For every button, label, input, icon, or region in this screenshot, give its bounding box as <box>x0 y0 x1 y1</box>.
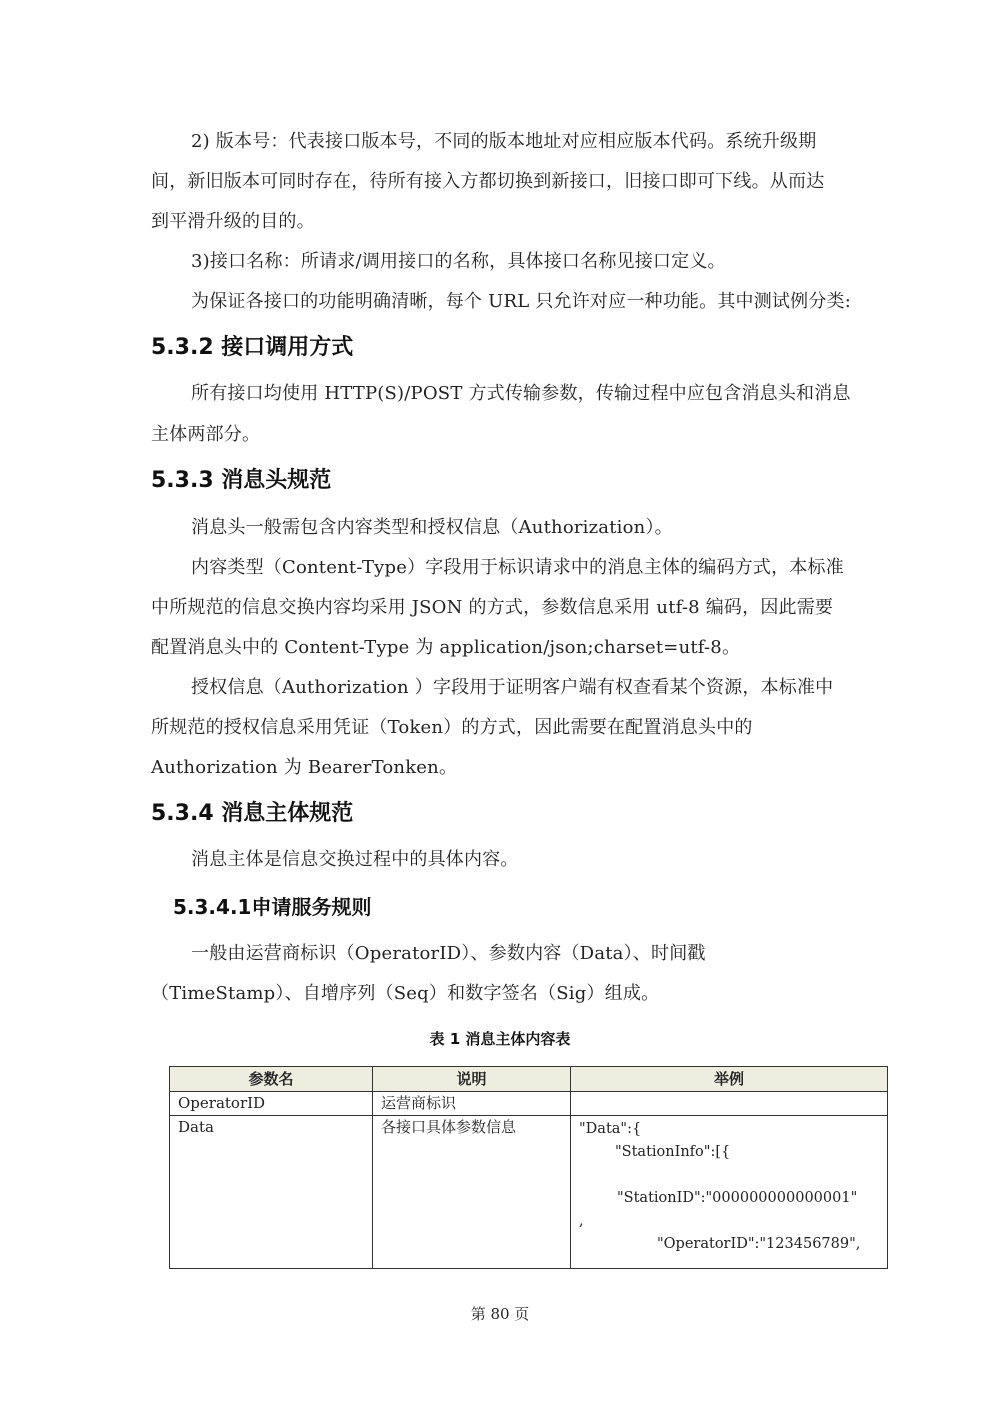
cell-description: 运营商标识 <box>373 1092 571 1116</box>
cell-example <box>571 1116 888 1269</box>
cell-param-name: OperatorID <box>170 1092 373 1116</box>
page-number: 第 80 页 <box>470 1305 530 1323</box>
paragraph-version-line-2: 间，新旧版本可同时存在，待所有接入方都切换到新接口，旧接口即可下线。从而达 <box>151 171 825 192</box>
paragraph-request-rule-line-2: （TimeStamp）、自增序列（Seq）和数字签名（Sig）组成。 <box>151 983 660 1004</box>
heading-5-3-3: 5.3.3 消息头规范 <box>151 468 332 493</box>
paragraph-body-intro: 消息主体是信息交换过程中的具体内容。 <box>191 849 519 870</box>
paragraph-content-type-line-2: 中所规范的信息交换内容均采用 JSON 的方式，参数信息采用 utf-8 编码，因此需要 <box>151 597 834 618</box>
heading-5-3-2: 5.3.2 接口调用方式 <box>151 335 354 360</box>
example-code-line: "OperatorID":"123456789", <box>657 1236 861 1252</box>
cell-param-name: Data <box>170 1116 373 1269</box>
example-code-line: , <box>579 1213 584 1229</box>
paragraph-header-intro: 消息头一般需包含内容类型和授权信息（Authorization）。 <box>191 517 673 538</box>
paragraph-authorization-line-1: 授权信息（Authorization ）字段用于证明客户端有权查看某个资源，本标准中 <box>191 677 834 698</box>
paragraph-call-method-line-2: 主体两部分。 <box>151 424 261 445</box>
heading-5-3-4-1: 5.3.4.1申请服务规则 <box>173 895 372 919</box>
paragraph-version-line-1: 2) 版本号：代表接口版本号，不同的版本地址对应相应版本代码。系统升级期 <box>191 131 817 152</box>
column-header-example: 举例 <box>571 1067 888 1092</box>
column-header-param-name: 参数名 <box>170 1067 373 1092</box>
paragraph-content-type-line-3: 配置消息头中的 Content-Type 为 application/json;charset=utf-8。 <box>151 637 741 658</box>
example-code-line: "StationID":"000000000000001" <box>617 1190 858 1206</box>
table-header-row <box>170 1067 888 1092</box>
paragraph-version-line-3: 到平滑升级的目的。 <box>151 211 315 232</box>
paragraph-authorization-line-3: Authorization 为 BearerTonken。 <box>151 757 458 778</box>
paragraph-authorization-line-2: 所规范的授权信息采用凭证（Token）的方式，因此需要在配置消息头中的 <box>151 717 753 738</box>
table-row <box>170 1092 888 1116</box>
paragraph-interface-name: 3)接口名称：所请求/调用接口的名称，具体接口名称见接口定义。 <box>191 251 726 272</box>
message-body-table <box>169 1066 888 1269</box>
table-row <box>170 1116 888 1269</box>
cell-description: 各接口具体参数信息 <box>373 1116 571 1269</box>
example-code-line: "Data":{ <box>579 1121 642 1137</box>
example-code-line: "StationInfo":[{ <box>615 1144 731 1160</box>
paragraph-content-type-line-1: 内容类型（Content-Type）字段用于标识请求中的消息主体的编码方式，本标准 <box>191 557 844 578</box>
cell-example <box>571 1092 888 1116</box>
column-header-description: 说明 <box>373 1067 571 1092</box>
paragraph-request-rule-line-1: 一般由运营商标识（OperatorID）、参数内容（Data）、时间戳 <box>191 943 706 964</box>
table-caption: 表 1 消息主体内容表 <box>429 1030 571 1048</box>
paragraph-url-rule: 为保证各接口的功能明确清晰，每个 URL 只允许对应一种功能。其中测试例分类: <box>191 291 851 312</box>
heading-5-3-4: 5.3.4 消息主体规范 <box>151 801 354 826</box>
paragraph-call-method-line-1: 所有接口均使用 HTTP(S)/POST 方式传输参数，传输过程中应包含消息头和消息 <box>191 383 851 404</box>
